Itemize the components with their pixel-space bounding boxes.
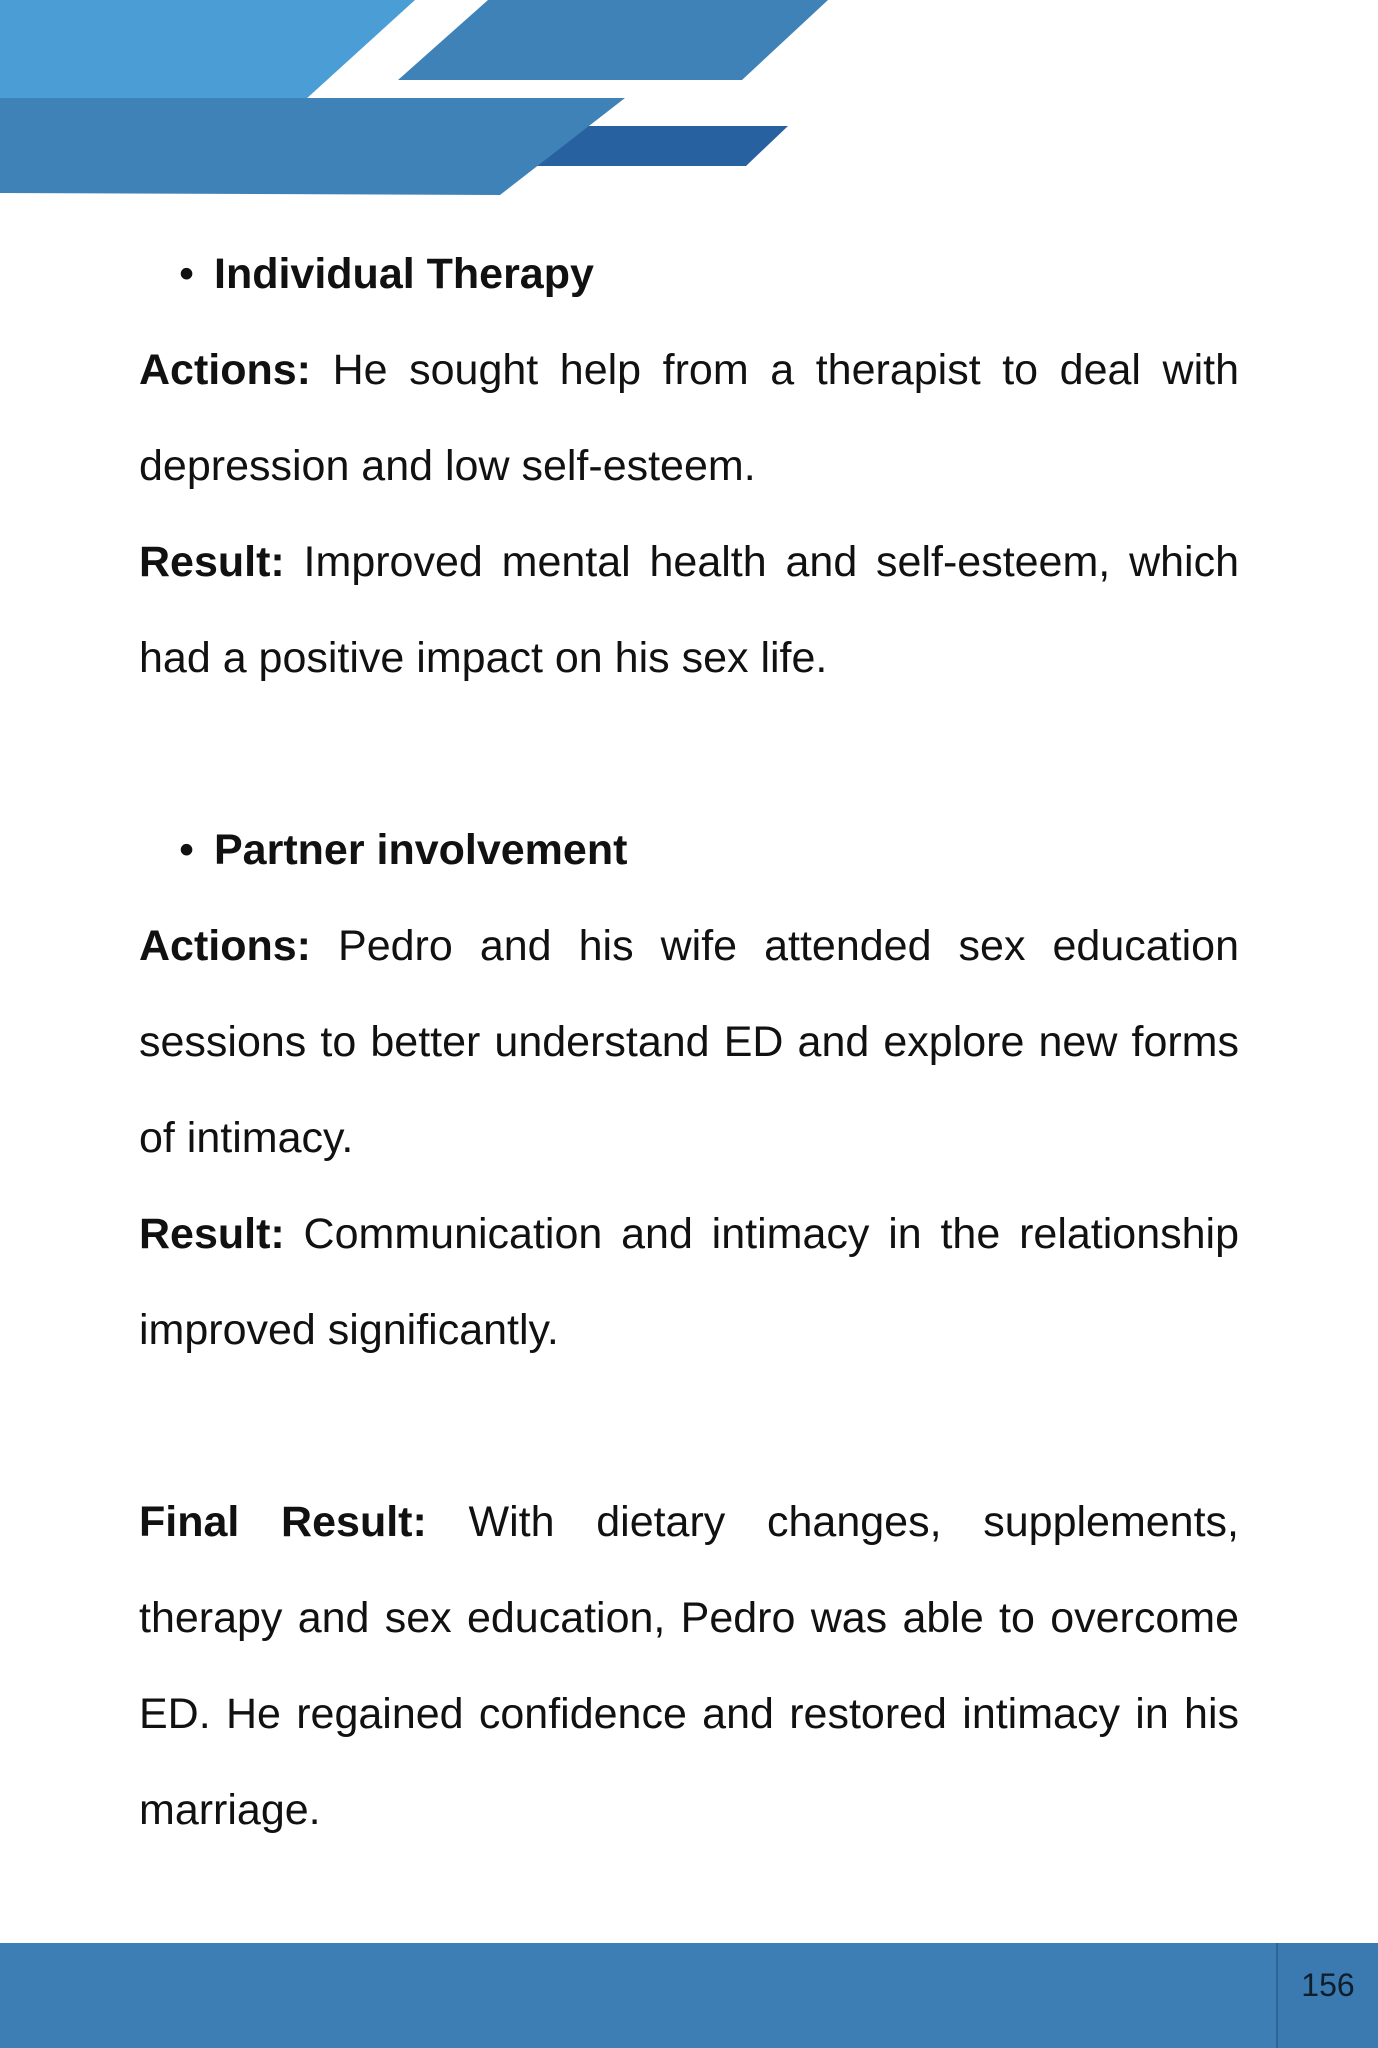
header-shape-lower <box>0 98 625 195</box>
actions-text: He sought help from a therapist to deal with depression and low self-esteem. <box>139 346 1239 490</box>
result-paragraph <box>139 514 1239 706</box>
section-heading-text: Partner involvement <box>214 826 628 874</box>
actions-text: Pedro and his wife attended sex education sessions to better understand ED and explore new forms of intimacy. <box>139 922 1239 1162</box>
header-decoration <box>0 0 1378 200</box>
spacer <box>139 706 1239 802</box>
header-shape-upper <box>398 0 828 80</box>
footer-bar <box>0 1943 1378 2048</box>
actions-label: Actions: <box>139 346 311 394</box>
final-result-text: With dietary changes, supplements, therapy and sex education, Pedro was able to overcome ED. He regained confidence and restored intimacy in his marriage. <box>139 1498 1239 1834</box>
actions-label: Actions: <box>139 922 311 970</box>
page-number: 156 <box>1276 1943 1378 2048</box>
result-label: Result: <box>139 1210 285 1258</box>
header-shape-light <box>0 0 415 100</box>
actions-paragraph <box>139 898 1239 1186</box>
result-paragraph <box>139 1186 1239 1378</box>
final-result-label: Final Result: <box>139 1498 427 1546</box>
actions-paragraph <box>139 322 1239 514</box>
final-result-paragraph <box>139 1474 1239 1858</box>
bullet-icon: • <box>179 250 195 298</box>
result-text: Improved mental health and self-esteem, which had a positive impact on his sex life. <box>139 538 1239 682</box>
section-heading-text: Individual Therapy <box>214 250 594 298</box>
section-heading-individual-therapy <box>139 226 1239 322</box>
result-label: Result: <box>139 538 285 586</box>
result-text: Communication and intimacy in the relationship improved significantly. <box>139 1210 1239 1354</box>
page-content <box>139 226 1239 1858</box>
section-heading-partner-involvement <box>139 802 1239 898</box>
bullet-icon: • <box>179 826 195 874</box>
spacer <box>139 1378 1239 1474</box>
